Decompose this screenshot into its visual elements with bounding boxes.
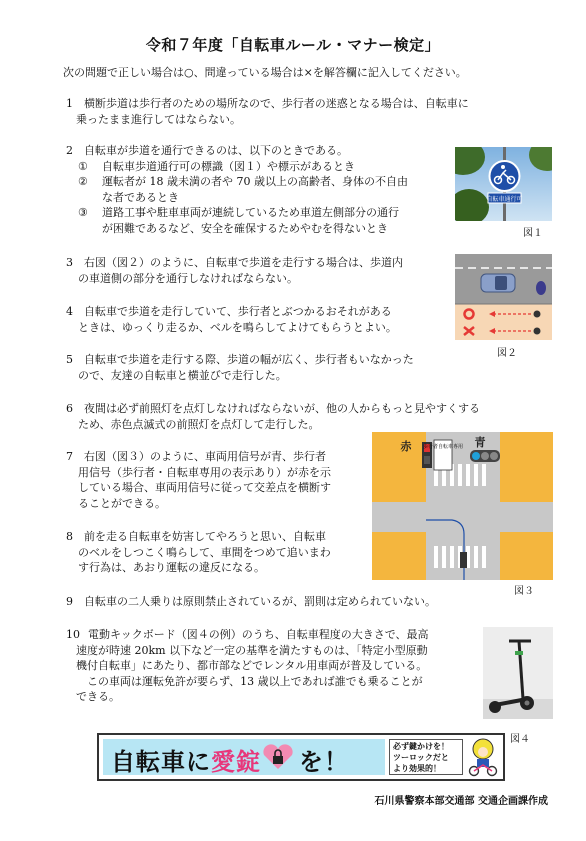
question-text: 右図（図３）のように、車両用信号が青、歩行者 xyxy=(84,450,326,463)
question-text: 速度が時速 20km 以下など一定の基準を満たすものは、「特定小型原動 xyxy=(76,643,428,657)
item-mark: ③ xyxy=(78,206,88,219)
question-text: ときは、ゆっくり走るか、ベルを鳴らしてよけてもらうとよい。 xyxy=(78,320,397,334)
banner-text-b: 愛錠 xyxy=(211,748,261,776)
question-text: 電動キックボード（図４の例）のうち、自転車程度の大きさで、最高 xyxy=(88,628,429,641)
question-number: 6 xyxy=(66,402,73,415)
question-number: 3 xyxy=(66,256,73,269)
banner-background xyxy=(103,739,385,775)
question-text: 用信号（歩行者・自転車専用の表示あり）が赤を示 xyxy=(78,465,331,479)
question-number: 9 xyxy=(66,595,73,608)
question-text: ため、赤色点滅式の前照灯を点灯して走行した。 xyxy=(78,417,320,431)
question-text: 夜間は必ず前照灯を点灯しなければならないが、他の人からもっと見やすくする xyxy=(84,402,480,415)
figure-4-photo xyxy=(483,627,553,719)
item-text: 運転者が 18 歳未満の者や 70 歳以上の高齢者、身体の不自由 xyxy=(102,175,408,188)
heart-lock-icon xyxy=(261,744,299,776)
question-4 xyxy=(66,304,397,335)
question-number: 8 xyxy=(66,530,73,543)
blue-label: 青 xyxy=(474,436,486,449)
question-1 xyxy=(66,96,469,127)
item-text: な者であるとき xyxy=(102,190,179,204)
figure-1-caption: 図１ xyxy=(523,228,543,239)
question-text: している場合、車両用信号に従って交差点を横断す xyxy=(78,481,331,494)
question-text: 機付自転車」にあたり、都市部などでレンタル用車両が普及している。 xyxy=(76,659,428,672)
question-text: 右図（図２）のように、自転車で歩道を走行する場合は、歩道内 xyxy=(84,256,403,269)
question-text: 自転車で歩道を走行する際、歩道の幅が広く、歩行者もいなかった xyxy=(84,353,414,366)
figure-2-caption: 図２ xyxy=(497,348,517,359)
item-text: 道路工事や駐車車両が連続しているため車道左側部分の通行 xyxy=(102,206,399,219)
question-text: 自転車の二人乗りは原則禁止されているが、罰則は定められていない。 xyxy=(84,595,436,608)
question-text: 横断歩道は歩行者のための場所なので、歩行者の迷惑となる場合は、自転車に xyxy=(84,97,469,110)
question-number: 1 xyxy=(66,97,73,110)
banner-text-a: 自転車に xyxy=(111,748,211,776)
figure-4-caption: 図４ xyxy=(510,734,530,745)
item-text: が困難であるなど、安全を確保するためやむを得ないとき xyxy=(102,221,388,235)
callout-line: より効果的！ xyxy=(393,764,441,773)
question-text: ることができる。 xyxy=(78,496,166,510)
banner-headline xyxy=(111,742,349,777)
sign-text: 自転車通行可 xyxy=(486,196,523,203)
question-6 xyxy=(66,401,480,432)
question-text: 自転車が歩道を通行できるのは、以下のときである。 xyxy=(84,144,348,157)
helmet-character-icon xyxy=(465,737,501,777)
question-text: のベルをしつこく鳴らして、車間をつめて追いまわ xyxy=(78,545,331,559)
red-label: 赤 xyxy=(400,440,412,453)
question-text: この車両は運転免許が要らず、13 歳以上であれば誰でも乗ることが xyxy=(76,674,423,688)
callout-line: 必ず鍵かけを！ xyxy=(393,742,449,751)
question-2 xyxy=(66,143,408,236)
question-8 xyxy=(66,529,331,576)
item-text: 自転車歩道通行可の標識（図１）や標示があるとき xyxy=(102,159,355,173)
question-7 xyxy=(66,449,331,511)
question-10 xyxy=(66,627,429,705)
item-mark: ① xyxy=(78,159,88,173)
question-text: の車道側の部分を通行しなければならない。 xyxy=(78,271,298,285)
banner-callout xyxy=(389,739,463,775)
page-title: 令和７年度「自転車ルール・マナー検定」 xyxy=(145,36,441,54)
question-number: 10 xyxy=(66,628,80,641)
question-number: 7 xyxy=(66,450,73,463)
footer-credit: 石川県警察本部交通部 交通企画課作成 xyxy=(374,796,548,807)
figure-3-diagram xyxy=(372,432,553,580)
callout-line: ツーロックだと xyxy=(393,753,449,762)
question-text: す行為は、あおり運転の違反になる。 xyxy=(78,561,265,574)
ped-sign-text: 歩行者自転車専用 xyxy=(422,444,464,450)
question-number: 2 xyxy=(66,144,73,157)
item-mark: ② xyxy=(78,175,88,188)
figure-1-photo xyxy=(455,147,552,221)
question-5 xyxy=(66,352,414,383)
question-text: 乗ったまま進行してはならない。 xyxy=(76,112,241,126)
question-9 xyxy=(66,594,436,610)
question-number: 5 xyxy=(66,353,73,366)
question-text: 自転車で歩道を走行していて、歩行者とぶつかるおそれがある xyxy=(84,305,392,318)
question-text: 前を走る自転車を妨害してやろうと思い、自転車 xyxy=(84,530,326,543)
question-number: 4 xyxy=(66,305,73,318)
figure-2-diagram xyxy=(455,254,552,340)
instruction-text: 次の問題で正しい場合は○、問違っている場合は×を解答欄に記入してください。 xyxy=(63,66,467,79)
question-3 xyxy=(66,255,403,286)
banner-text-c: を！ xyxy=(299,748,349,776)
question-text: できる。 xyxy=(76,690,120,703)
question-text: ので、友達の自転車と横並びで走行した。 xyxy=(78,368,287,382)
figure-3-caption: 図３ xyxy=(514,586,534,597)
lock-campaign-banner xyxy=(97,733,505,781)
